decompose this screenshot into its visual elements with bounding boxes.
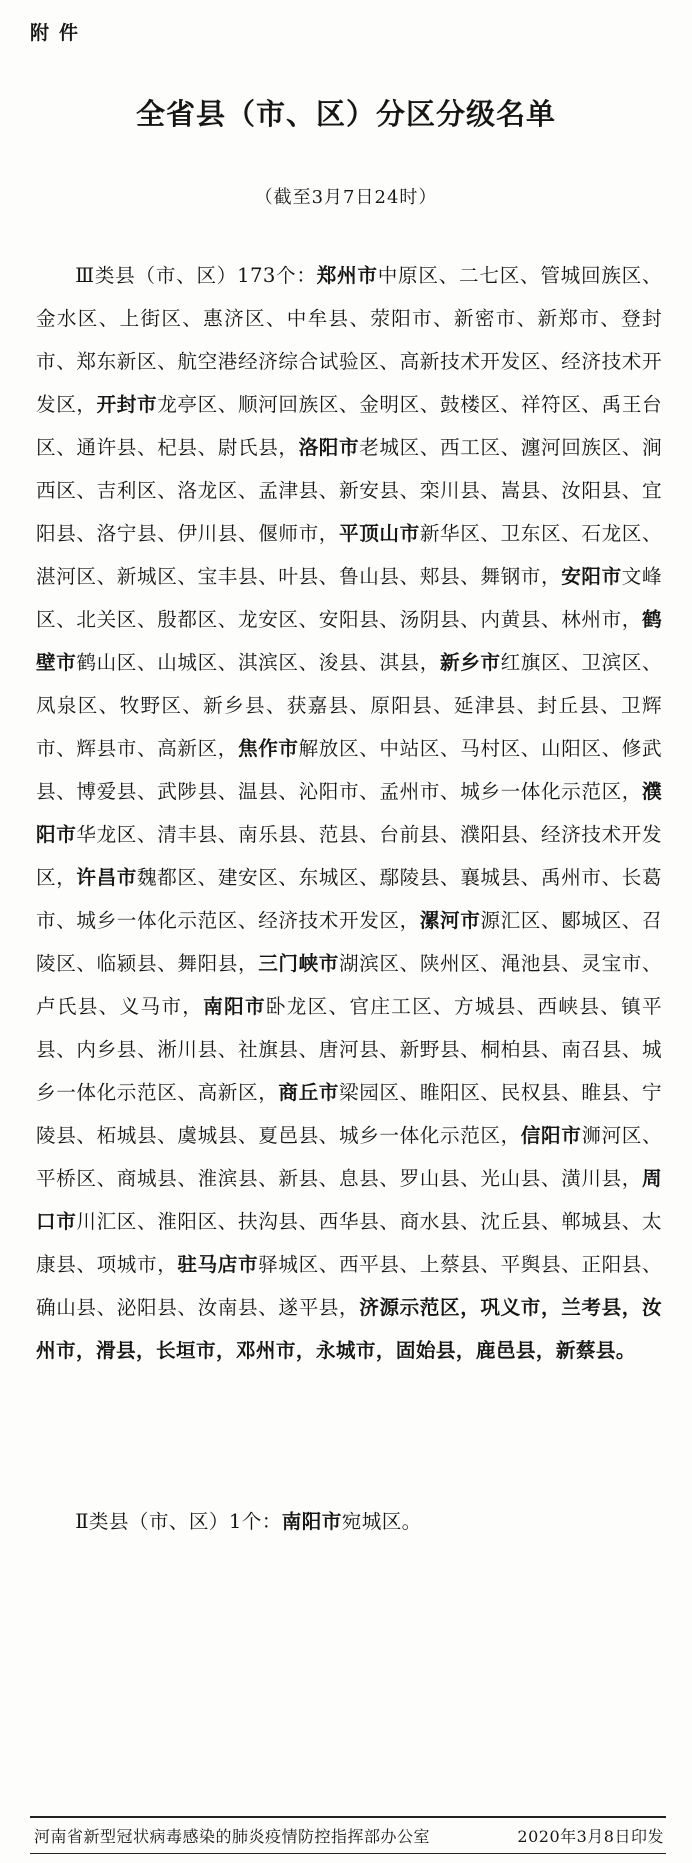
document-title: 全省县（市、区）分区分级名单: [135, 97, 556, 131]
footer-divider-bottom: [30, 1853, 666, 1854]
footer-print-date: 2020年3月8日印发: [517, 1827, 664, 1846]
city-name: 洛阳市: [298, 436, 360, 459]
footer-issuer: 河南省新型冠状病毒感染的肺炎疫情防控指挥部办公室: [34, 1827, 431, 1846]
city-districts: 魏都区、建安区、东城区、鄢陵县、襄城县、禹州市、长葛市、城乡一体化示范区、经济技术开发区，: [36, 866, 662, 932]
city-name: 南阳市: [281, 1510, 342, 1533]
city-name: 三门峡市: [258, 952, 340, 975]
city-districts: 龙亭区、顺河回族区、金明区、鼓楼区、祥符区、禹王台区、通许县、杞县、尉氏县，: [36, 393, 663, 459]
city-districts: 卧龙区、官庄工区、方城县、西峡县、镇平县、内乡县、淅川县、社旗县、唐河县、新野县、桐柏县、南召县、城乡一体化示范区、高新区，: [36, 995, 663, 1104]
city-districts: 梁园区、睢阳区、民权县、睢县、宁陵县、柘城县、虞城县、夏邑县、城乡一体化示范区，: [36, 1081, 663, 1147]
city-districts: 驿城区、西平县、上蔡县、平舆县、正阳县、确山县、泌阳县、汝南县、遂平县，: [36, 1253, 663, 1319]
document-subtitle: （截至3月7日24时）: [254, 187, 438, 208]
city-name: 开封市: [96, 393, 158, 416]
city-name: 平顶山市: [339, 522, 420, 545]
class2-paragraph: [36, 1500, 662, 1543]
city-districts: 新华区、卫东区、石龙区、湛河区、新城区、宝丰县、叶县、鲁山县、郏县、舞钢市，: [36, 522, 663, 588]
city-name: 驻马店市: [177, 1253, 259, 1276]
class2-intro: Ⅱ类县（市、区）1个：: [75, 1510, 282, 1533]
city-districts: 解放区、中站区、马村区、山阳区、修武县、博爱县、武陟县、温县、沁阳市、孟州市、城乡一体化示范区，: [36, 737, 663, 803]
city-districts: 湖滨区、陕州区、渑池县、灵宝市、卢氏县、义马市，: [36, 952, 663, 1018]
city-name: 信阳市: [520, 1124, 582, 1147]
city-districts: 鹤山区、山城区、淇滨区、浚县、淇县，: [76, 651, 440, 674]
city-name: 许昌市: [76, 866, 138, 889]
city-districts: 宛城区。: [341, 1510, 422, 1533]
footer-divider-top: [30, 1816, 666, 1818]
city-name: 漯河市: [419, 909, 481, 932]
city-districts: 中原区、二七区、管城回族区、金水区、上街区、惠济区、中牟县、荥阳市、新密市、新郑市、登封市、郑东新区、航空港经济综合试验区、高新技术开发区、经济技术开发区，: [36, 264, 662, 416]
class3-paragraph: [36, 254, 662, 1372]
city-name: 鹤壁市: [36, 608, 662, 674]
city-districts: 文峰区、北关区、殷都区、龙安区、安阳县、汤阴县、内黄县、林州市，: [36, 565, 662, 631]
direct-admin-units: 济源示范区，巩义市，兰考县，汝州市，滑县，长垣市，邓州市，永城市，固始县，鹿邑县，新蔡县。: [36, 1296, 662, 1362]
city-districts: 源汇区、郾城区、召陵区、临颍县、舞阳县，: [36, 909, 662, 975]
class3-intro: Ⅲ类县（市、区）173个：: [75, 264, 317, 287]
city-name: 南阳市: [203, 995, 266, 1018]
city-name: 商丘市: [278, 1081, 340, 1104]
city-name: 周口市: [36, 1167, 662, 1233]
city-districts: 川汇区、淮阳区、扶沟县、西华县、商水县、沈丘县、郸城县、太康县、项城市，: [36, 1210, 662, 1276]
city-districts: 华龙区、清丰县、南乐县、范县、台前县、濮阳县、经济技术开发区，: [36, 823, 662, 889]
city-districts: 红旗区、卫滨区、凤泉区、牧野区、新乡县、获嘉县、原阳县、延津县、封丘县、卫辉市、辉县市、高新区，: [36, 651, 662, 760]
footer: [34, 1824, 664, 1850]
city-name: 新乡市: [440, 651, 501, 674]
city-name: 濮阳市: [36, 780, 662, 846]
city-districts: 浉河区、平桥区、商城县、淮滨县、新县、息县、罗山县、光山县、潢川县，: [36, 1124, 662, 1190]
city-name: 安阳市: [561, 565, 622, 588]
city-name: 焦作市: [238, 737, 299, 760]
city-districts: 老城区、西工区、瀍河回族区、涧西区、吉利区、洛龙区、孟津县、新安县、栾川县、嵩县、汝阳县、宜阳县、洛宁县、伊川县、偃师市，: [36, 436, 663, 545]
city-name: 郑州市: [316, 264, 378, 287]
attachment-label: 附件: [30, 22, 89, 44]
